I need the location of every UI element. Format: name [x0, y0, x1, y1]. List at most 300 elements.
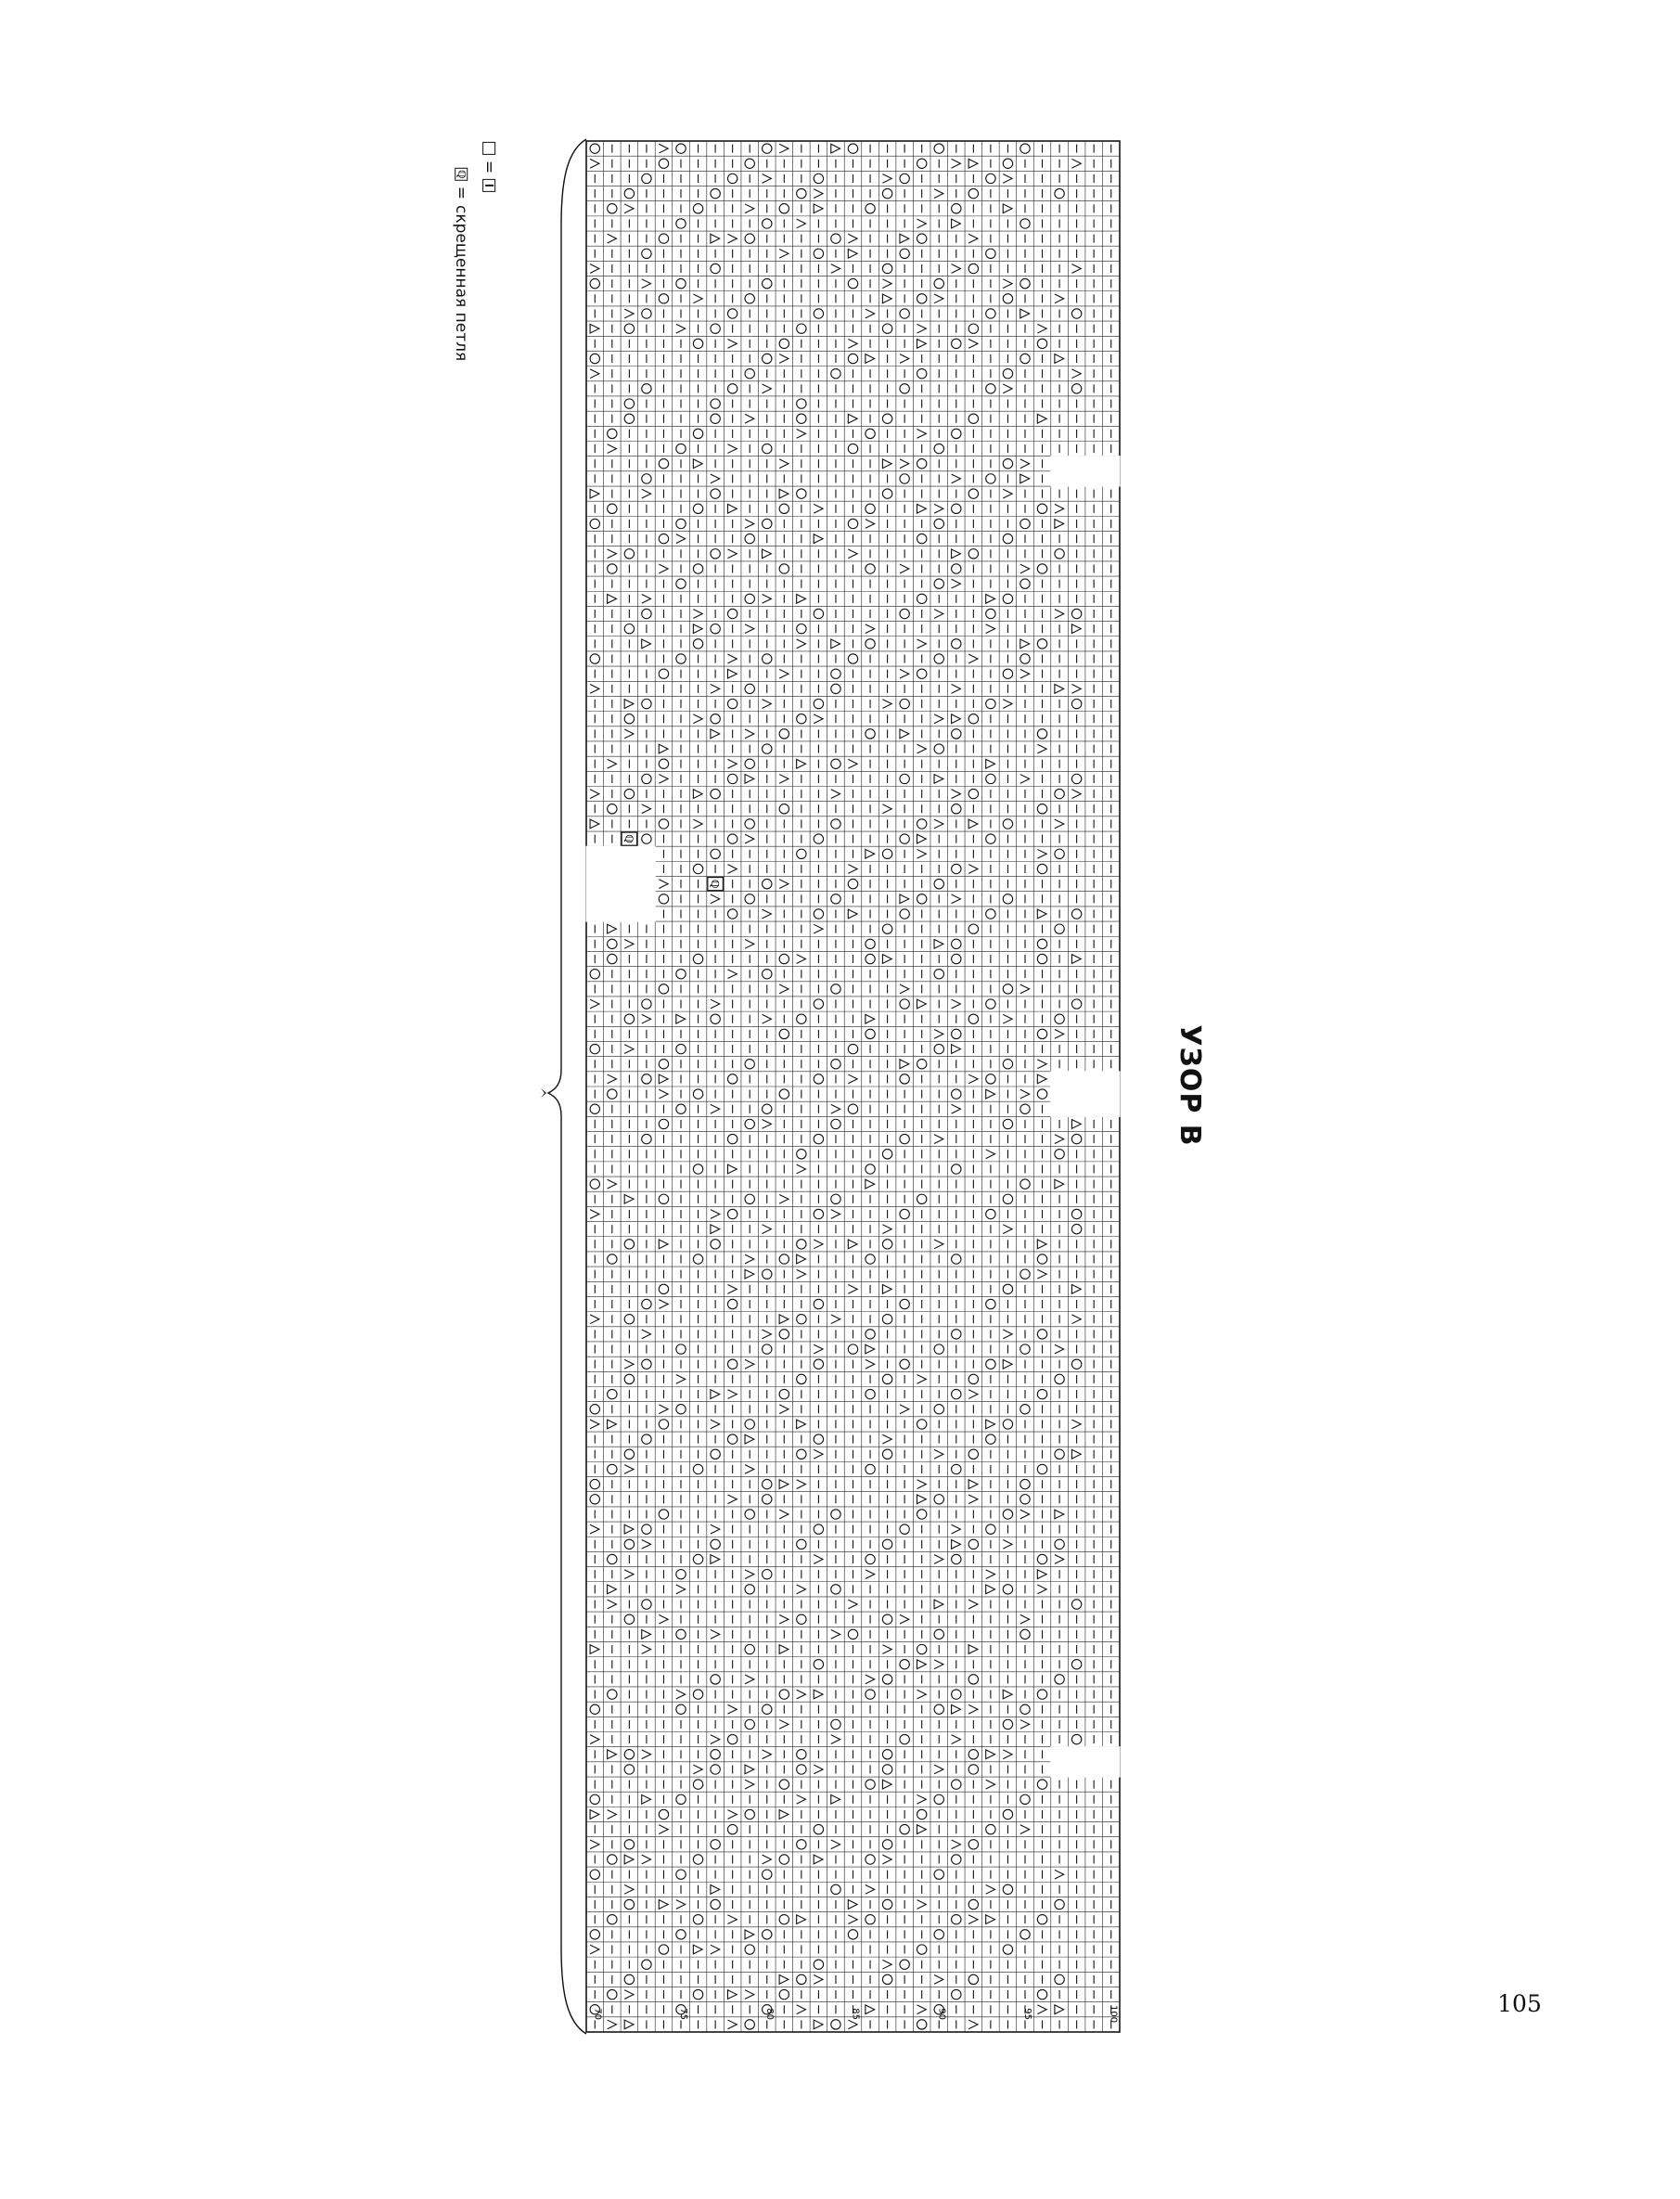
legend-twisted-stitch — [452, 168, 470, 361]
stitch-yarn-over — [900, 1524, 909, 1534]
stitch-double-decrease — [624, 2020, 634, 2029]
stitch-yarn-over — [866, 1330, 875, 1339]
stitch-decrease — [814, 189, 823, 199]
stitch-decrease — [779, 775, 789, 784]
stitch-yarn-over — [642, 174, 651, 183]
stitch-yarn-over — [1003, 669, 1012, 678]
stitch-decrease — [900, 459, 909, 469]
stitch-decrease — [763, 384, 772, 393]
stitch-double-decrease — [917, 340, 927, 349]
stitch-yarn-over — [968, 1374, 978, 1383]
stitch-yarn-over — [727, 834, 737, 843]
stitch-yarn-over — [1055, 549, 1064, 559]
stitch-decrease — [882, 174, 891, 184]
stitch-decrease — [659, 1300, 668, 1309]
stitch-yarn-over — [763, 519, 772, 528]
stitch-decrease — [693, 294, 702, 303]
stitch-double-decrease — [900, 1060, 909, 1069]
stitch-double-decrease — [1003, 1690, 1012, 1699]
blank-region — [1102, 1746, 1121, 1762]
stitch-yarn-over — [814, 1299, 823, 1308]
stitch-yarn-over — [624, 1449, 634, 1459]
stitch-yarn-over — [952, 1164, 961, 1174]
stitch-double-decrease — [1055, 2005, 1064, 2014]
blank-region — [1084, 1087, 1103, 1102]
stitch-decrease — [900, 564, 909, 573]
stitch-decrease — [900, 984, 909, 994]
stitch-yarn-over — [1020, 1629, 1030, 1639]
stitch-decrease — [934, 610, 943, 619]
stitch-yarn-over — [797, 1750, 806, 1759]
stitch-yarn-over — [900, 999, 909, 1009]
stitch-yarn-over — [745, 1119, 754, 1128]
stitch-yarn-over — [711, 1449, 720, 1459]
stitch-yarn-over — [986, 1299, 995, 1308]
stitch-yarn-over — [779, 1254, 789, 1264]
stitch-yarn-over — [624, 1750, 634, 1759]
stitch-yarn-over — [590, 1044, 599, 1053]
stitch-yarn-over — [831, 894, 840, 904]
stitch-double-decrease — [866, 849, 875, 858]
stitch-yarn-over — [745, 1719, 754, 1729]
stitch-decrease — [952, 790, 961, 799]
stitch-yarn-over — [745, 1060, 754, 1069]
stitch-yarn-over — [590, 1930, 599, 1939]
stitch-double-decrease — [745, 1434, 754, 1444]
column-number-label: 70 — [592, 2008, 603, 2020]
stitch-yarn-over — [693, 1089, 702, 1099]
stitch-double-decrease — [848, 1900, 857, 1910]
stitch-yarn-over — [1020, 1479, 1030, 1488]
stitch-decrease — [952, 685, 961, 694]
stitch-decrease — [676, 534, 686, 544]
stitch-yarn-over — [797, 1539, 806, 1549]
stitch-double-decrease — [659, 1240, 668, 1249]
stitch-decrease — [848, 865, 857, 874]
stitch-decrease — [642, 594, 651, 603]
stitch-yarn-over — [882, 324, 891, 333]
stitch-decrease — [814, 504, 823, 513]
stitch-decrease — [968, 1600, 978, 1609]
stitch-yarn-over — [797, 1840, 806, 1849]
stitch-yarn-over — [642, 309, 651, 318]
stitch-double-decrease — [1071, 955, 1081, 964]
stitch-decrease — [917, 1375, 927, 1384]
stitch-decrease — [1071, 790, 1081, 799]
stitch-yarn-over — [624, 1899, 634, 1909]
stitch-yarn-over — [608, 504, 617, 513]
stitch-yarn-over — [590, 1704, 599, 1714]
stitch-yarn-over — [590, 278, 599, 288]
stitch-yarn-over — [917, 1644, 927, 1653]
stitch-yarn-over — [1037, 1029, 1046, 1038]
stitch-yarn-over — [727, 384, 737, 393]
stitch-double-decrease — [814, 534, 823, 544]
stitch-yarn-over — [763, 1269, 772, 1279]
stitch-decrease — [797, 1269, 806, 1279]
stitch-decrease — [642, 1750, 651, 1759]
stitch-yarn-over — [642, 384, 651, 393]
stitch-yarn-over — [848, 278, 857, 288]
stitch-yarn-over — [848, 1104, 857, 1113]
stitch-decrease — [882, 700, 891, 709]
stitch-yarn-over — [590, 1794, 599, 1804]
stitch-decrease — [608, 549, 617, 559]
stitch-decrease — [624, 1990, 634, 2000]
stitch-decrease — [866, 1884, 875, 1894]
stitch-yarn-over — [934, 444, 943, 453]
page-title: УЗОР В — [1173, 1024, 1206, 1147]
stitch-decrease — [968, 234, 978, 243]
stitch-yarn-over — [968, 789, 978, 798]
stitch-double-decrease — [1003, 1359, 1012, 1369]
stitch-yarn-over — [676, 1629, 686, 1639]
stitch-decrease — [1071, 159, 1081, 168]
stitch-decrease — [779, 1614, 789, 1624]
stitch-yarn-over — [917, 234, 927, 243]
stitch-decrease — [814, 1344, 823, 1354]
stitch-yarn-over — [745, 534, 754, 543]
stitch-double-decrease — [866, 354, 875, 364]
stitch-yarn-over — [831, 1194, 840, 1203]
stitch-yarn-over — [727, 909, 737, 919]
blank-region — [603, 876, 622, 892]
stitch-yarn-over — [624, 1765, 634, 1774]
stitch-yarn-over — [968, 1840, 978, 1849]
stitch-yarn-over — [814, 249, 823, 258]
stitch-decrease — [711, 1104, 720, 1113]
stitch-yarn-over — [763, 879, 772, 888]
stitch-double-decrease — [797, 1420, 806, 1429]
stitch-yarn-over — [608, 1855, 617, 1864]
blank-cell-icon — [482, 142, 495, 155]
blank-region — [1050, 1101, 1069, 1117]
stitch-yarn-over — [745, 1585, 754, 1594]
stitch-yarn-over — [814, 174, 823, 183]
stitch-yarn-over — [659, 1945, 668, 1954]
stitch-double-decrease — [608, 1585, 617, 1594]
stitch-yarn-over — [1020, 654, 1030, 663]
stitch-yarn-over — [952, 1780, 961, 1789]
stitch-yarn-over — [1055, 924, 1064, 933]
stitch-decrease — [779, 880, 789, 889]
stitch-yarn-over — [934, 1629, 943, 1639]
stitch-yarn-over — [934, 579, 943, 588]
stitch-yarn-over — [952, 1690, 961, 1699]
column-number-label: 80 — [763, 2008, 775, 2020]
legend-eq-2: = — [452, 186, 471, 200]
stitch-decrease — [1055, 1135, 1064, 1144]
stitch-yarn-over — [986, 249, 995, 258]
stitch-yarn-over — [1020, 1495, 1030, 1504]
blank-region — [1102, 1087, 1121, 1102]
stitch-double-decrease — [866, 2005, 875, 2014]
stitch-yarn-over — [900, 1074, 909, 1084]
blank-region — [621, 891, 639, 907]
stitch-decrease — [745, 520, 754, 529]
stitch-double-decrease — [745, 775, 754, 784]
stitch-double-decrease — [797, 759, 806, 768]
stitch-yarn-over — [968, 714, 978, 724]
legend-blank — [480, 142, 498, 192]
stitch-yarn-over — [711, 1014, 720, 1023]
stitch-decrease — [676, 324, 686, 333]
stitch-decrease — [763, 700, 772, 709]
stitch-yarn-over — [642, 1359, 651, 1369]
stitch-decrease — [693, 819, 702, 829]
stitch-decrease — [745, 1780, 754, 1789]
stitch-decrease — [763, 594, 772, 603]
stitch-yarn-over — [1003, 294, 1012, 303]
stitch-decrease — [882, 1434, 891, 1444]
stitch-yarn-over — [797, 399, 806, 408]
stitch-yarn-over — [934, 1704, 943, 1714]
stitch-yarn-over — [642, 1299, 651, 1308]
stitch-decrease — [745, 1675, 754, 1684]
stitch-yarn-over — [797, 714, 806, 724]
stitch-yarn-over — [608, 1690, 617, 1699]
stitch-yarn-over — [917, 1420, 927, 1429]
stitch-double-decrease — [986, 1420, 995, 1429]
stitch-yarn-over — [866, 639, 875, 649]
stitch-yarn-over — [986, 1824, 995, 1833]
stitch-yarn-over — [882, 1675, 891, 1684]
stitch-yarn-over — [711, 1539, 720, 1549]
stitch-yarn-over — [814, 1524, 823, 1534]
stitch-double-decrease — [952, 549, 961, 559]
stitch-yarn-over — [831, 1884, 840, 1894]
stitch-yarn-over — [693, 864, 702, 873]
stitch-yarn-over — [642, 1134, 651, 1143]
stitch-yarn-over — [1037, 504, 1046, 513]
stitch-yarn-over — [986, 834, 995, 843]
stitch-double-decrease — [952, 1045, 961, 1054]
stitch-decrease — [814, 924, 823, 933]
stitch-yarn-over — [779, 1915, 789, 1924]
stitch-yarn-over — [968, 1765, 978, 1774]
stitch-decrease — [642, 1014, 651, 1023]
stitch-yarn-over — [814, 909, 823, 919]
stitch-yarn-over — [952, 804, 961, 814]
stitch-decrease — [831, 1104, 840, 1113]
stitch-yarn-over — [608, 1389, 617, 1398]
stitch-yarn-over — [797, 414, 806, 423]
stitch-yarn-over — [659, 459, 668, 469]
stitch-yarn-over — [642, 1960, 651, 1969]
stitch-yarn-over — [986, 609, 995, 618]
stitch-decrease — [1003, 1330, 1012, 1339]
stitch-yarn-over — [866, 954, 875, 963]
stitch-yarn-over — [693, 1855, 702, 1864]
stitch-yarn-over — [1071, 999, 1081, 1009]
stitch-yarn-over — [693, 504, 702, 513]
stitch-yarn-over — [952, 429, 961, 438]
stitch-yarn-over — [934, 278, 943, 288]
stitch-yarn-over — [986, 999, 995, 1009]
stitch-double-decrease — [779, 1480, 789, 1489]
stitch-decrease — [1003, 1014, 1012, 1023]
stitch-yarn-over — [642, 774, 651, 783]
stitch-yarn-over — [882, 188, 891, 198]
stitch-yarn-over — [934, 1930, 943, 1939]
stitch-double-decrease — [952, 1704, 961, 1714]
stitch-double-decrease — [711, 1390, 720, 1399]
stitch-decrease — [1020, 459, 1030, 469]
stitch-decrease — [968, 1495, 978, 1504]
stitch-yarn-over — [727, 1359, 737, 1369]
stitch-yarn-over — [952, 954, 961, 963]
stitch-double-decrease — [711, 729, 720, 739]
stitch-yarn-over — [693, 564, 702, 573]
stitch-yarn-over — [900, 474, 909, 483]
stitch-yarn-over — [814, 1960, 823, 1969]
stitch-decrease — [659, 564, 668, 573]
stitch-yarn-over — [763, 219, 772, 228]
stitch-yarn-over — [727, 609, 737, 618]
stitch-yarn-over — [745, 369, 754, 379]
stitch-decrease — [659, 1614, 668, 1624]
blank-region — [1050, 1087, 1069, 1102]
stitch-yarn-over — [1071, 609, 1081, 618]
stitch-yarn-over — [1037, 1330, 1046, 1339]
stitch-yarn-over — [882, 849, 891, 858]
stitch-decrease — [1037, 1269, 1046, 1279]
stitch-double-decrease — [848, 909, 857, 919]
stitch-yarn-over — [848, 1629, 857, 1639]
stitch-decrease — [590, 1840, 599, 1849]
stitch-yarn-over — [711, 264, 720, 273]
stitch-decrease — [1020, 1089, 1030, 1099]
stitch-decrease — [968, 1915, 978, 1924]
stitch-yarn-over — [1055, 1150, 1064, 1159]
stitch-double-decrease — [590, 1645, 599, 1654]
stitch-decrease — [779, 249, 789, 258]
stitch-yarn-over — [693, 429, 702, 438]
stitch-decrease — [934, 1660, 943, 1669]
blank-region — [586, 906, 605, 921]
stitch-double-decrease — [624, 1194, 634, 1203]
stitch-yarn-over — [624, 1840, 634, 1849]
stitch-double-decrease — [917, 1660, 927, 1669]
stitch-yarn-over — [676, 1794, 686, 1804]
stitch-decrease — [745, 729, 754, 739]
stitch-yarn-over — [866, 1554, 875, 1563]
stitch-yarn-over — [693, 339, 702, 348]
blank-region — [1068, 1746, 1086, 1762]
stitch-decrease — [779, 1194, 789, 1203]
stitch-yarn-over — [917, 819, 927, 829]
stitch-yarn-over — [624, 789, 634, 798]
stitch-yarn-over — [676, 1104, 686, 1113]
stitch-yarn-over — [693, 1254, 702, 1264]
blank-region — [603, 846, 622, 862]
stitch-double-decrease — [642, 1794, 651, 1804]
stitch-yarn-over — [882, 1449, 891, 1459]
stitch-yarn-over — [882, 414, 891, 423]
stitch-yarn-over — [1003, 1194, 1012, 1203]
stitch-yarn-over — [986, 1524, 995, 1534]
stitch-decrease — [814, 1975, 823, 1985]
stitch-decrease — [900, 1614, 909, 1624]
stitch-yarn-over — [1037, 1554, 1046, 1563]
stitch-decrease — [763, 1750, 772, 1759]
stitch-double-decrease — [882, 294, 891, 303]
stitch-yarn-over — [882, 489, 891, 498]
stitch-yarn-over — [779, 1780, 789, 1789]
stitch-yarn-over — [590, 1479, 599, 1488]
stitch-decrease — [952, 579, 961, 588]
stitch-yarn-over — [624, 1974, 634, 1984]
stitch-yarn-over — [831, 1719, 840, 1729]
stitch-double-decrease — [934, 1600, 943, 1609]
stitch-yarn-over — [797, 624, 806, 633]
blank-region — [1102, 1761, 1121, 1777]
stitch-yarn-over — [642, 474, 651, 483]
stitch-double-decrease — [814, 2020, 823, 2029]
blank-region — [1084, 1101, 1103, 1117]
stitch-yarn-over — [659, 759, 668, 768]
stitch-decrease — [711, 685, 720, 694]
stitch-decrease — [624, 1465, 634, 1474]
stitch-decrease — [797, 1480, 806, 1489]
stitch-double-decrease — [797, 594, 806, 603]
stitch-decrease — [745, 939, 754, 948]
stitch-decrease — [590, 1420, 599, 1429]
stitch-decrease — [934, 294, 943, 303]
stitch-yarn-over — [900, 249, 909, 258]
stitch-yarn-over — [968, 324, 978, 333]
stitch-decrease — [727, 865, 737, 874]
stitch-yarn-over — [745, 2020, 754, 2029]
stitch-decrease — [952, 999, 961, 1009]
stitch-yarn-over — [917, 459, 927, 469]
stitch-decrease — [659, 1405, 668, 1414]
stitch-decrease — [1055, 1030, 1064, 1039]
stitch-yarn-over — [882, 924, 891, 933]
stitch-yarn-over — [1055, 1675, 1064, 1684]
stitch-yarn-over — [745, 759, 754, 768]
stitch-yarn-over — [1003, 819, 1012, 829]
stitch-yarn-over — [1055, 1974, 1064, 1984]
stitch-yarn-over — [1003, 159, 1012, 168]
stitch-yarn-over — [1037, 564, 1046, 573]
stitch-yarn-over — [952, 1464, 961, 1473]
stitch-yarn-over — [1037, 1464, 1046, 1473]
blank-region — [1084, 1071, 1103, 1087]
stitch-decrease — [952, 1735, 961, 1744]
stitch-yarn-over — [797, 1449, 806, 1459]
blank-region — [1084, 1761, 1103, 1777]
stitch-double-decrease — [659, 1900, 668, 1910]
stitch-decrease — [814, 1449, 823, 1459]
stitch-decrease — [968, 1074, 978, 1084]
stitch-double-decrease — [917, 1825, 927, 1834]
stitch-yarn-over — [900, 1359, 909, 1369]
page-number: 105 — [1497, 1990, 1542, 2017]
stitch-decrease — [642, 1855, 651, 1864]
stitch-yarn-over — [866, 564, 875, 573]
blank-region — [603, 891, 622, 907]
stitch-yarn-over — [624, 1014, 634, 1023]
stitch-decrease — [1020, 984, 1030, 994]
stitch-double-decrease — [763, 549, 772, 559]
stitch-yarn-over — [1020, 579, 1030, 588]
stitch-yarn-over — [1071, 699, 1081, 708]
stitch-decrease — [659, 144, 668, 153]
stitch-yarn-over — [882, 1974, 891, 1984]
stitch-decrease — [608, 1074, 617, 1084]
stitch-yarn-over — [727, 699, 737, 708]
